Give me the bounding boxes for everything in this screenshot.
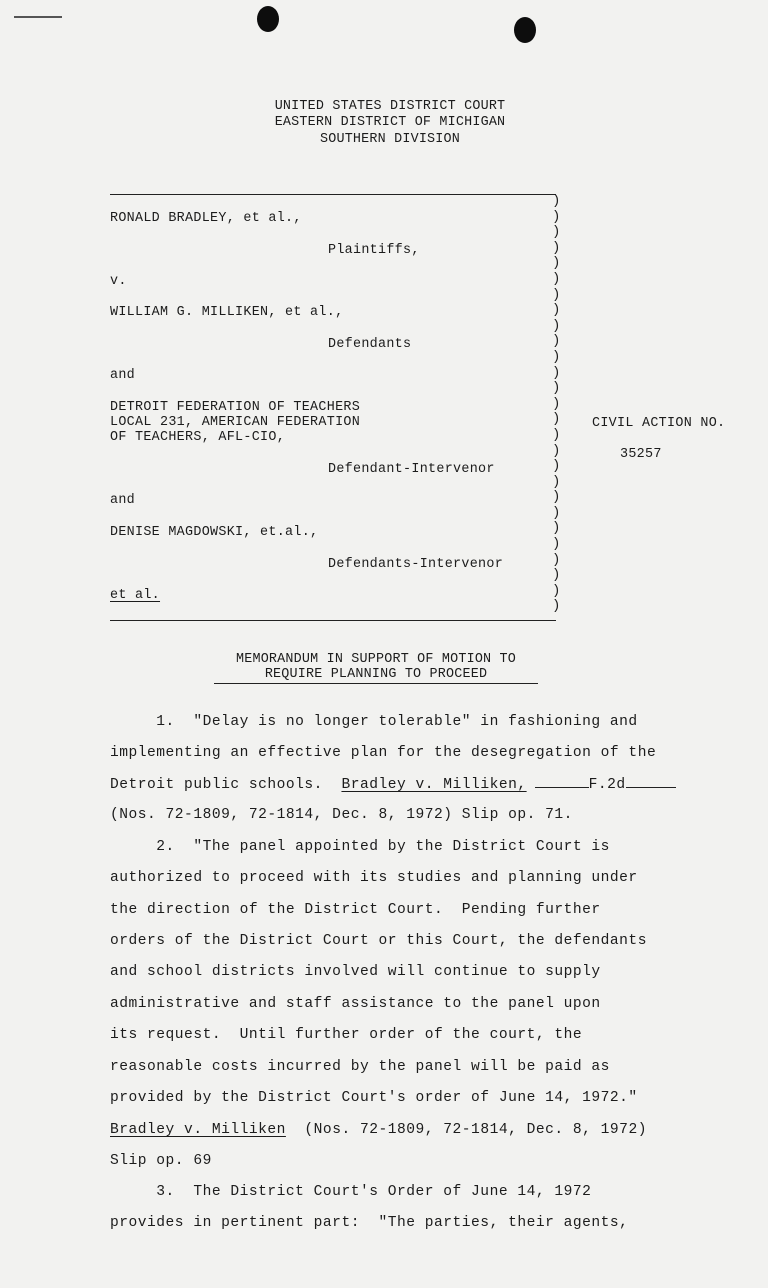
p3-line2: provides in pertinent part: "The parties, their agents, bbox=[110, 1215, 629, 1231]
case-citation: Bradley v. Milliken, bbox=[341, 777, 527, 793]
court-district: EASTERN DISTRICT OF MICHIGAN bbox=[274, 115, 506, 130]
blank-volume bbox=[535, 775, 589, 788]
intervenor-1-line3: OF TEACHERS, AFL-CIO, bbox=[110, 430, 286, 445]
p2-line3: the direction of the District Court. Pending further bbox=[110, 902, 601, 918]
intervenor-2-name: DENISE MAGDOWSKI, et.al., bbox=[110, 525, 319, 540]
civil-action-number: 35257 bbox=[620, 447, 662, 462]
intervenor-1-line1: DETROIT FEDERATION OF TEACHERS bbox=[110, 400, 361, 415]
p1-line2: implementing an effective plan for the desegregation of the bbox=[110, 745, 657, 761]
p1-line3-text: Detroit public schools. bbox=[110, 777, 342, 793]
p2-line9: provided by the District Court's order of June 14, 1972." bbox=[110, 1090, 638, 1106]
p2-line10-rest: (Nos. 72-1809, 72-1814, Dec. 8, 1972) bbox=[285, 1122, 647, 1138]
plaintiff-name: RONALD BRADLEY, et al., bbox=[110, 211, 302, 226]
and-1: and bbox=[110, 368, 136, 383]
p2-line10 bbox=[110, 1121, 647, 1139]
plaintiff-role: Plaintiffs, bbox=[328, 243, 420, 258]
court-division: SOUTHERN DIVISION bbox=[319, 132, 460, 147]
p2-line1: 2. "The panel appointed by the District Court is bbox=[110, 839, 610, 855]
p2-line4: orders of the District Court or this Court, the defendants bbox=[110, 933, 647, 949]
civil-action-label: CIVIL ACTION NO. bbox=[592, 416, 726, 431]
margin-mark bbox=[14, 16, 62, 18]
case-citation-2: Bradley v. Milliken bbox=[110, 1122, 286, 1138]
defendant-role: Defendants bbox=[328, 337, 412, 352]
intervenor-1-line2: LOCAL 231, AMERICAN FEDERATION bbox=[110, 415, 361, 430]
p2-line8: reasonable costs incurred by the panel will be paid as bbox=[110, 1059, 610, 1075]
intervenor-1-role: Defendant-Intervenor bbox=[328, 462, 495, 477]
p2-line11: Slip op. 69 bbox=[110, 1153, 212, 1169]
memo-title-underline bbox=[214, 683, 538, 684]
punch-hole-left bbox=[257, 6, 279, 32]
punch-hole-right bbox=[514, 17, 536, 43]
p2-line6: administrative and staff assistance to the panel upon bbox=[110, 996, 601, 1012]
memo-title-line1: MEMORANDUM IN SUPPORT OF MOTION TO bbox=[235, 652, 516, 667]
caption-bottom-rule bbox=[110, 620, 556, 621]
caption-top-rule bbox=[110, 194, 556, 195]
court-name: UNITED STATES DISTRICT COURT bbox=[274, 99, 506, 114]
p2-line2: authorized to proceed with its studies and planning under bbox=[110, 870, 638, 886]
p1-line4: (Nos. 72-1809, 72-1814, Dec. 8, 1972) Slip op. 71. bbox=[110, 807, 573, 823]
defendant-name: WILLIAM G. MILLIKEN, et al., bbox=[110, 305, 344, 320]
p3-line1: 3. The District Court's Order of June 14, 1972 bbox=[110, 1184, 592, 1200]
p1-line1: 1. "Delay is no longer tolerable" in fashioning and bbox=[110, 714, 638, 730]
et-al: et al. bbox=[110, 588, 161, 603]
p1-line3 bbox=[110, 775, 676, 794]
p2-line5: and school districts involved will continue to supply bbox=[110, 964, 601, 980]
caption-bracket: ) ) ) ) ) ) ) ) ) ) ) ) ) ) ) ) ) ) ) ) ) ) ) ) ) ) ) bbox=[552, 193, 561, 615]
intervenor-2-role: Defendants-Intervenor bbox=[328, 557, 504, 572]
reporter: F.2d bbox=[588, 777, 626, 793]
and-2: and bbox=[110, 493, 136, 508]
memo-title-line2: REQUIRE PLANNING TO PROCEED bbox=[264, 667, 488, 682]
blank-page bbox=[626, 775, 676, 788]
versus: v. bbox=[110, 274, 127, 289]
p2-line7: its request. Until further order of the court, the bbox=[110, 1027, 583, 1043]
